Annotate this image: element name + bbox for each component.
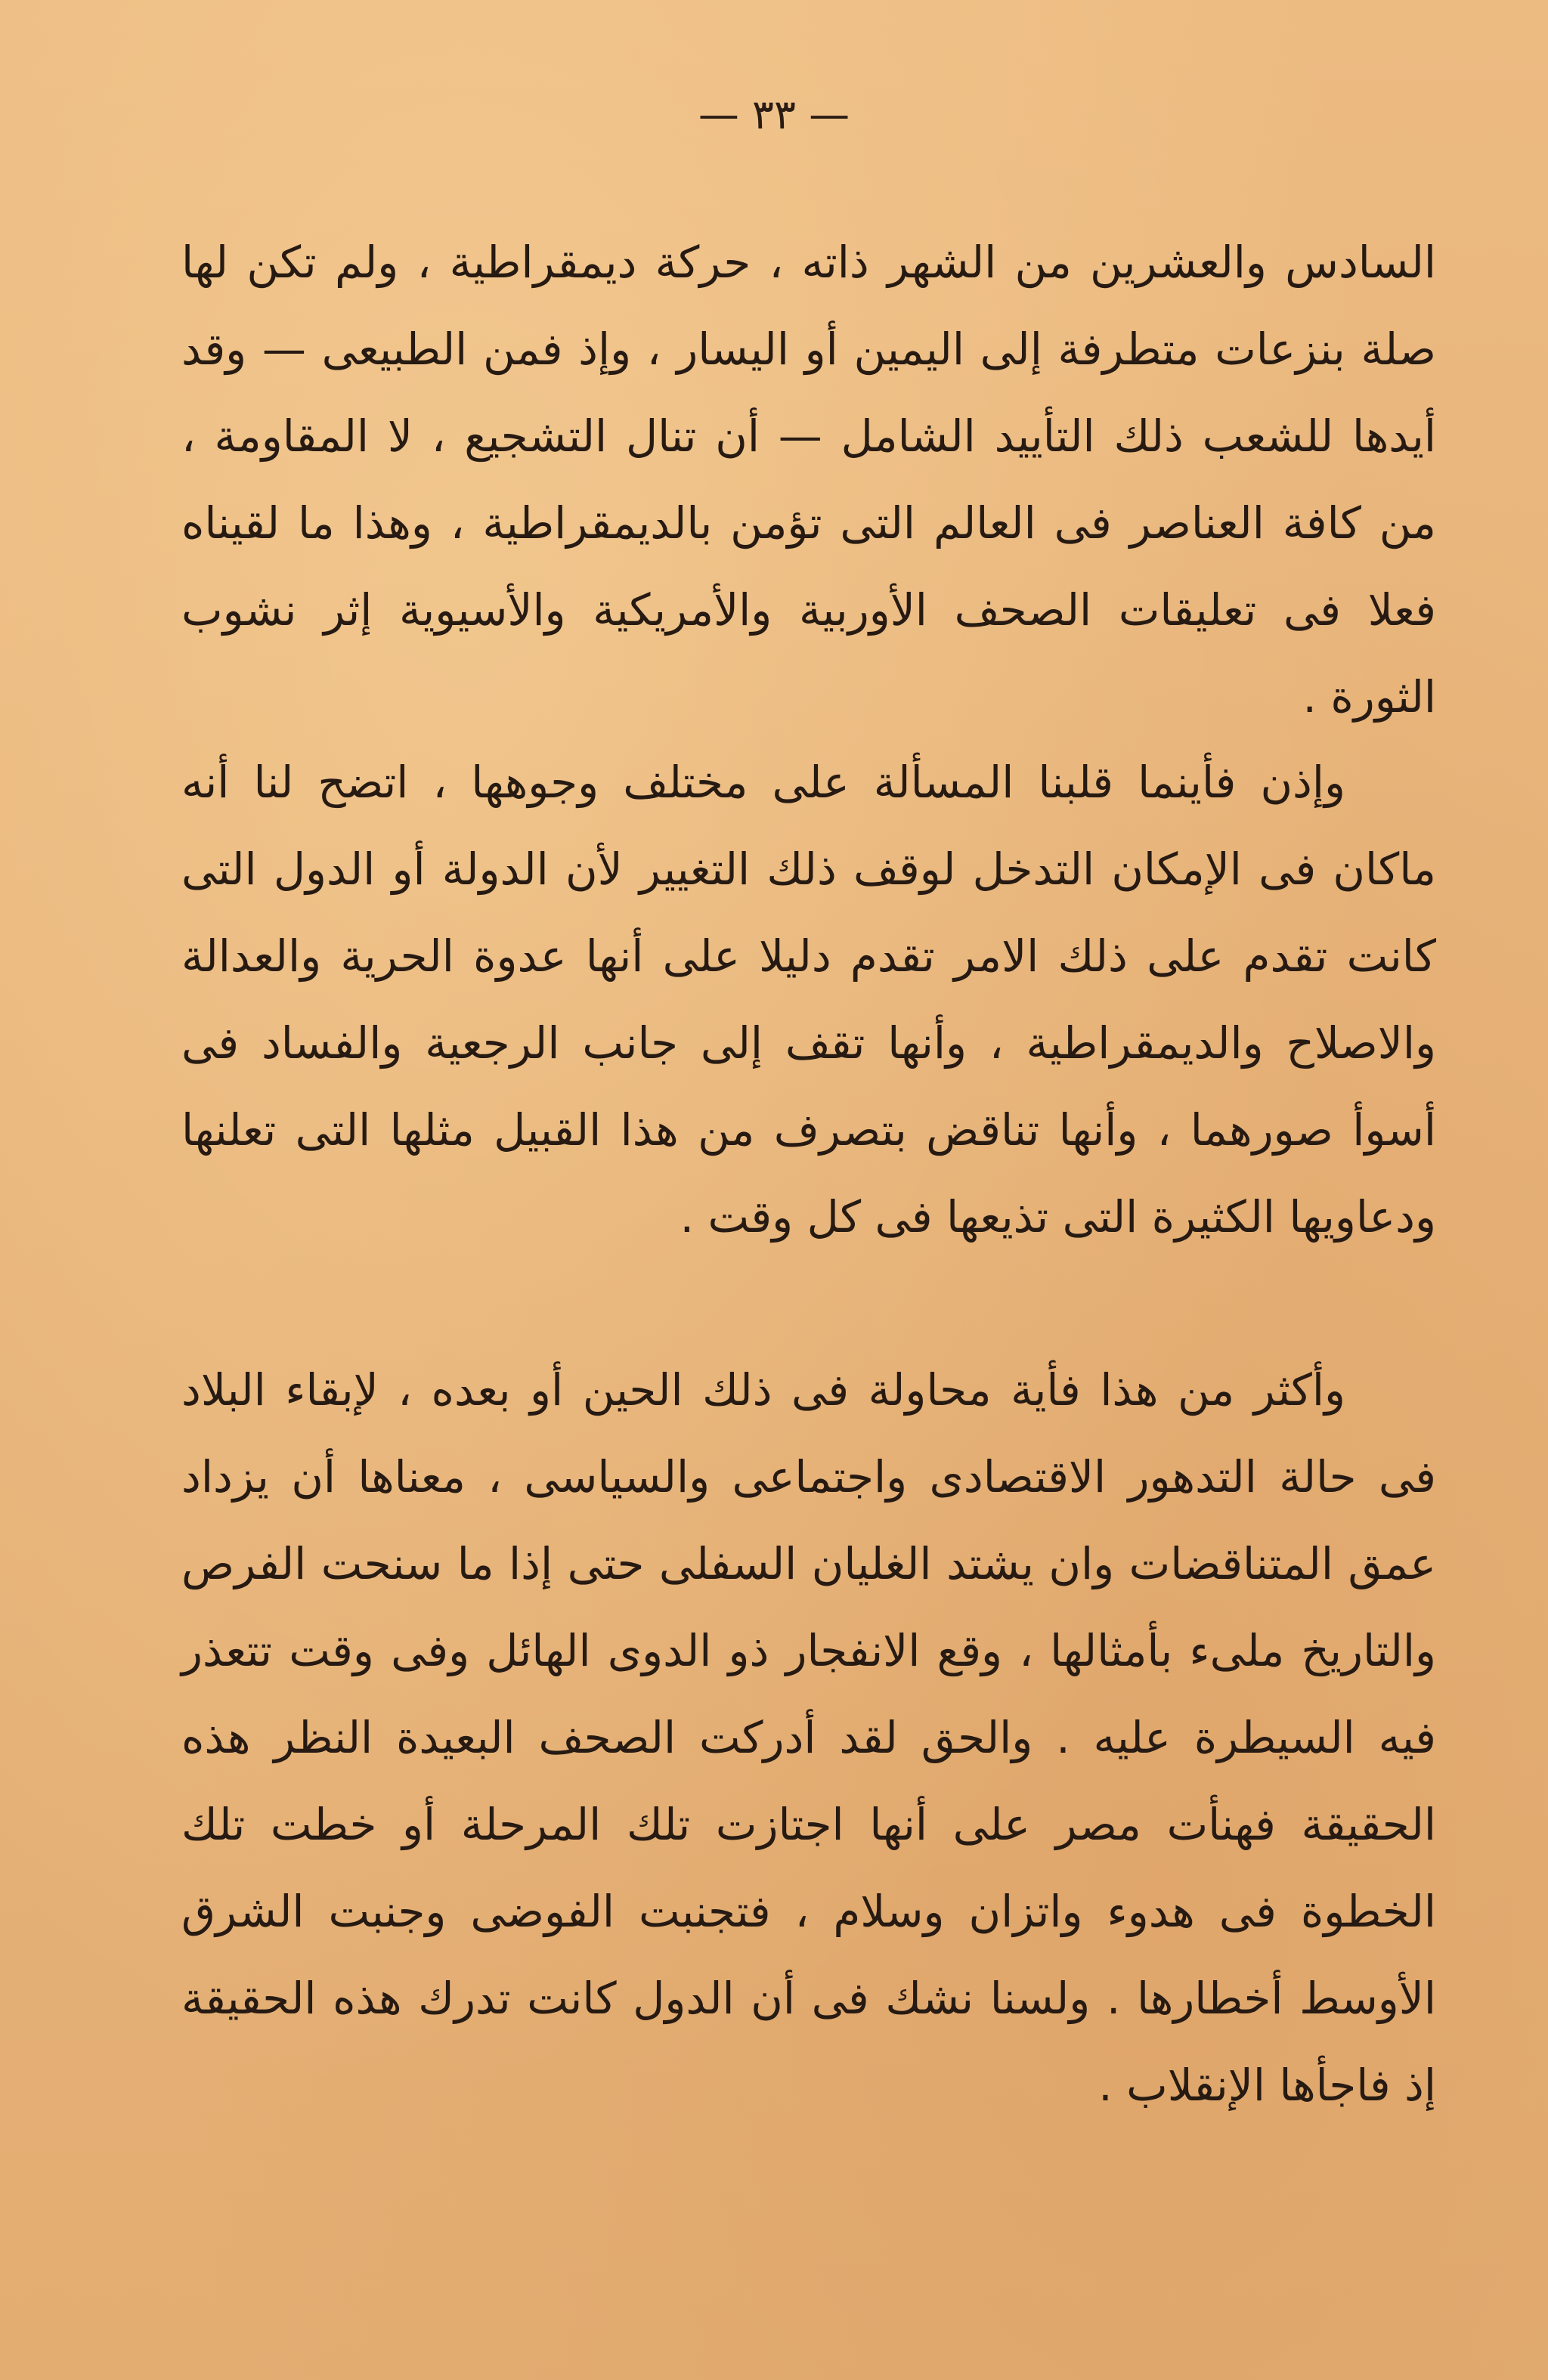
paragraph-2-text: وإذن فأينما قلبنا المسألة على مختلف وجوهها ، اتضح لنا أنه ماكان فى الإمكان التدخل لوقف ذلك التغيير لأن الدولة أو الدول التى كانت تقدم على ذلك الامر تقدم دليلا على أنها عدوة الحرية والعدالة والاصلاح والديمقراطية ، وأنها تقف إلى جانب الرجعية والفساد فى أسوأ صورهما ، وأنها تناقض بتصرف من هذا القبيل مثلها التى تعلنها ودعاويها الكثيرة التى تذيعها فى كل وقت . <box>181 757 1436 1243</box>
paragraph-2 <box>181 739 1436 1261</box>
paragraph-1 <box>181 219 1436 741</box>
page-number: — ٣٣ — <box>698 91 850 138</box>
paragraph-1-text: السادس والعشرين من الشهر ذاته ، حركة ديمقراطية ، ولم تكن لها صلة بنزعات متطرفة إلى اليمين أو اليسار ، وإذ فمن الطبيعى — وقد أيدها للشعب ذلك التأييد الشامل — أن تنال التشجيع ، لا المقاومة ، من كافة العناصر فى العالم التى تؤمن بالديمقراطية ، وهذا ما لقيناه فعلا فى تعليقات الصحف الأوربية والأمريكية والأسيوية إثر نشوب الثورة . <box>181 237 1436 723</box>
paragraph-3 <box>181 1347 1436 2129</box>
paragraph-3-text: وأكثر من هذا فأية محاولة فى ذلك الحين أو بعده ، لإبقاء البلاد فى حالة التدهور الاقتصادى واجتماعى والسياسى ، معناها أن يزداد عمق المتناقضات وان يشتد الغليان السفلى حتى إذا ما سنحت الفرص والتاريخ ملىء بأمثالها ، وقع الانفجار ذو الدوى الهائل وفى وقت تتعذر فيه السيطرة عليه . والحق لقد أدركت الصحف البعيدة النظر هذه الحقيقة فهنأت مصر على أنها اجتازت تلك المرحلة أو خطت تلك الخطوة فى هدوء واتزان وسلام ، فتجنبت الفوضى وجنبت الشرق الأوسط أخطارها . ولسنا نشك فى أن الدول كانت تدرك هذه الحقيقة إذ فاجأها الإنقلاب . <box>181 1364 1436 2111</box>
